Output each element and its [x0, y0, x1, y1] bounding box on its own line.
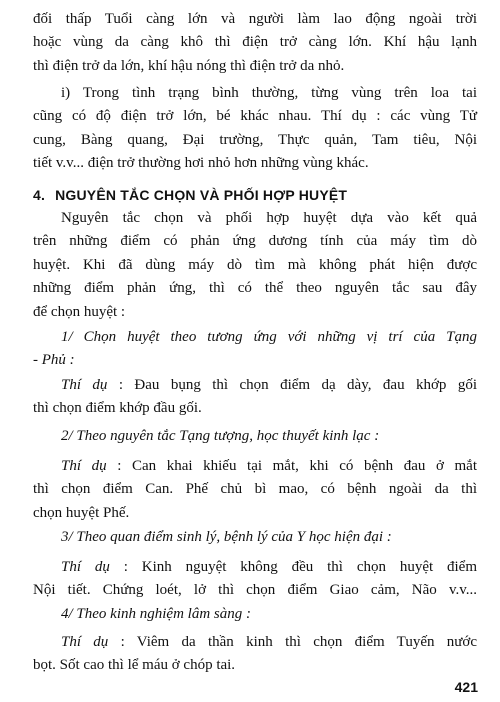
text-fragment: : Can khai khiếu tại mắt, khi có bệnh đau ở mắt: [106, 458, 478, 474]
text-line: bọt. Sốt cao thì lể máu ở chóp tai.: [33, 657, 236, 674]
paragraph-intro: [33, 8, 477, 78]
text-line: hoặc vùng da càng khô thì điện trở càng lớn. Khí hậu lạnh: [33, 34, 477, 51]
example-label: Thí dụ: [61, 559, 110, 575]
text-line: cung, Bàng quang, Đại trường, Thực quản, Tam tiêu, Nội: [33, 131, 477, 148]
text-fragment: : Viêm da thần kinh thì chọn điểm Tuyến nước: [108, 634, 477, 650]
text-line: Nội tiết. Chứng loét, lở thì chọn điểm Giao cảm, Não v.v...: [33, 582, 477, 599]
text-line: để chọn huyệt :: [33, 303, 126, 320]
example-label: Thí dụ: [61, 377, 108, 393]
text-line: thì chọn điểm khớp đầu gối.: [33, 400, 202, 417]
rule-3: [33, 526, 477, 549]
paragraph-principle: [33, 207, 477, 324]
text-line: [33, 374, 477, 397]
text-line: - Phủ :: [33, 352, 75, 369]
rule-4: [33, 603, 477, 626]
example-1: [33, 374, 477, 421]
text-line: [33, 556, 477, 579]
text-line: đối thấp Tuổi càng lớn và người làm lao động ngoài trời: [33, 11, 477, 27]
page-number: 421: [454, 679, 478, 695]
section-title: NGUYÊN TẮC CHỌN VÀ PHỐI HỢP HUYỆT: [55, 187, 348, 203]
example-label: Thí dụ: [61, 458, 107, 474]
text-line: 3/ Theo quan điểm sinh lý, bệnh lý của Y học hiện đại :: [61, 529, 392, 545]
text-line: huyệt. Khi đã dùng máy dò tìm mà không phát hiện được: [33, 256, 477, 273]
text-line: i) Trong tình trạng bình thường, từng vùng trên loa tai: [61, 85, 477, 101]
text-line: thì chọn điểm Can. Phế chủ bì mao, có bệnh ngoài da thì: [33, 481, 477, 498]
rule-2: [33, 425, 477, 448]
example-3: [33, 556, 477, 603]
text-line: cũng có độ điện trở lớn, bé khác nhau. Thí dụ : các vùng Tử: [33, 108, 477, 125]
text-line: 1/ Chọn huyệt theo tương ứng với những vị trí của Tạng: [61, 329, 477, 345]
example-4: [33, 631, 477, 678]
text-fragment: : Kinh nguyệt không đều thì chọn huyệt điểm: [109, 559, 477, 575]
text-line: [33, 631, 477, 654]
text-line: chọn huyệt Phế.: [33, 504, 130, 521]
text-line: trên những điểm có phản ứng dương tính của máy tìm dò: [33, 233, 477, 250]
text-line: tiết v.v... điện trở thường hơi nhỏ hơn những vùng khác.: [33, 155, 369, 172]
text-line: 4/ Theo kinh nghiệm lâm sàng :: [61, 606, 251, 622]
text-line: thì điện trở da lớn, khí hậu nóng thì điện trở da nhỏ.: [33, 57, 345, 74]
example-label: Thí dụ: [61, 634, 109, 650]
text-line: [33, 455, 477, 478]
text-line: những điểm phản ứng, thì có thể theo nguyên tắc sau đây: [33, 280, 477, 297]
section-heading: [33, 184, 347, 207]
example-2: [33, 455, 477, 525]
paragraph-i: [33, 82, 477, 176]
text-line: Nguyên tắc chọn và phối hợp huyệt dựa vào kết quả: [61, 210, 477, 226]
text-line: 2/ Theo nguyên tắc Tạng tượng, học thuyết kinh lạc :: [61, 428, 380, 444]
section-number: 4.: [33, 187, 46, 203]
rule-1: [33, 326, 477, 373]
text-fragment: : Đau bụng thì chọn điểm dạ dày, đau khớp gối: [107, 377, 477, 393]
